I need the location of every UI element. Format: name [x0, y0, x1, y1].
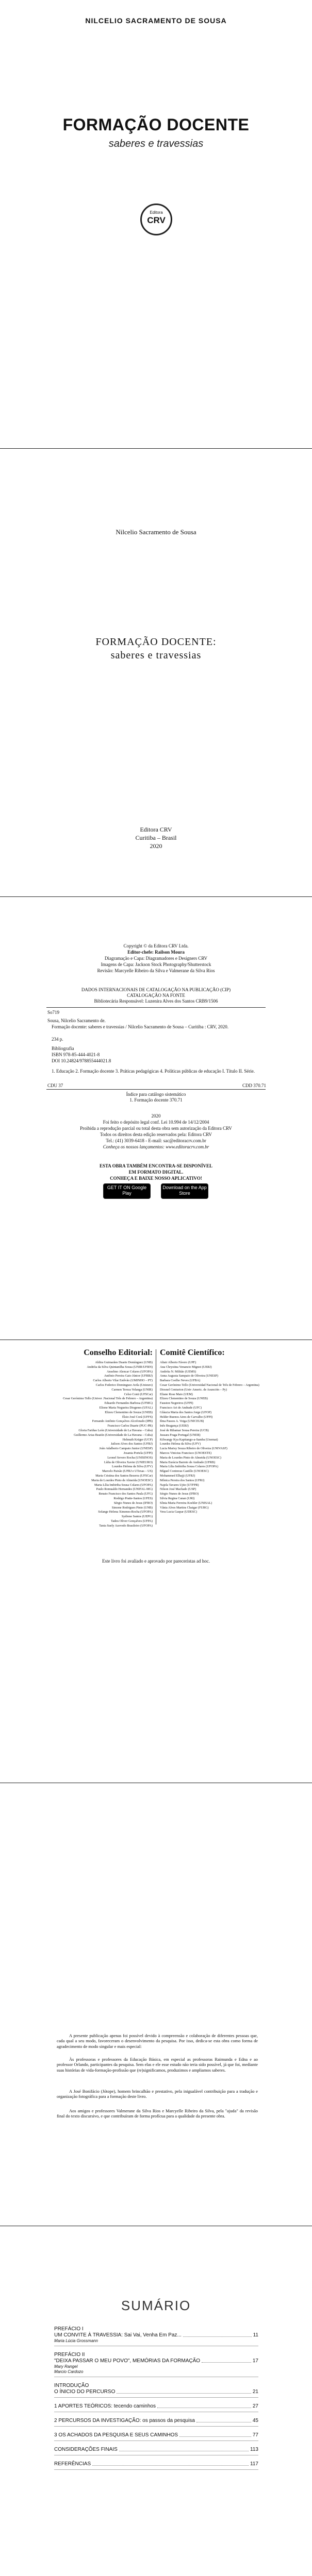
- toc-separator: [54, 2397, 258, 2398]
- toc-leader-dots: [179, 2432, 251, 2437]
- toc-entry-row: [54, 2461, 258, 2467]
- scientific-committee-member: Maria Eurácia Barreto de Andrade (UFRB): [160, 1460, 216, 1464]
- toc-entry-text: UM CONVITE À TRAVESSIA: Sai Vai, Venha Em Paz...: [54, 2332, 182, 2338]
- editorial-board-member: Elizeu Clementino de Souza (UNEB): [105, 1410, 153, 1414]
- toc-leader-dots: [202, 2358, 251, 2363]
- publisher-logo: [140, 204, 172, 235]
- toc-entry-row: [54, 2332, 258, 2338]
- editorial-board-member: Lourdes Helena da Silva (UFV): [111, 1465, 153, 1469]
- toc-entry-row: [54, 2447, 258, 2453]
- editorial-board-member: Élsio José Corá (UFFS): [122, 1415, 153, 1419]
- scientific-committee-member: Sônia Maria Ferreira Koehler (UNISAL): [160, 1501, 212, 1505]
- toc-entry-page: 45: [252, 2418, 258, 2424]
- toc-entry-text: CONSIDERAÇÕES FINAIS: [54, 2447, 118, 2452]
- scientific-committee-member: Inês Bragança (UERJ): [160, 1424, 189, 1428]
- toc-entry-row: [54, 2358, 258, 2364]
- editorial-board-list: [31, 1361, 153, 1528]
- scientific-committee-member: Barbara Coelho Neves (UFBA): [160, 1379, 201, 1383]
- copyright: Copyright © da Editora CRV Ltda.: [123, 943, 189, 948]
- scientific-committee-member: Vânia Alves Martins Chaigar (FURG): [160, 1505, 209, 1510]
- scientific-committee-member: Anna Augusta Sampaio de Oliveira (UNESP): [160, 1374, 218, 1378]
- scientific-committee-title: Comitê Científico:: [160, 1348, 225, 1357]
- legal-deposit: Foi feito o depósito legal conf. Lei 10.994 de 14/12/2004: [103, 1120, 209, 1125]
- cip-rule: [46, 1089, 266, 1090]
- summary-title: SUMÁRIO: [121, 2298, 191, 2313]
- editorial-board-member: João Adalberto Campato Junior (UNESP): [99, 1447, 153, 1451]
- scientific-committee-member: Altair Alberto Fávero (UPF): [160, 1361, 196, 1364]
- catalog-line: 1. Educação 2. Formação docente 3. Práticas pedagógicas 4. Políticas públicas de educação I. Título II. Série.: [52, 1069, 255, 1074]
- logo-text-top: Editora: [150, 210, 163, 215]
- scientific-committee-member: Jussara Fraga Portugal (UNEB): [160, 1433, 201, 1437]
- scientific-committee-member: Eliane Rose Maio (UEM): [160, 1392, 193, 1396]
- dedication-page: [0, 1785, 312, 2208]
- editorial-board-member: Renato Francisco dos Santos Paula (UFG): [98, 1492, 153, 1496]
- editorial-board-member: Lídia de Oliveira Xavier (UNIEURO): [104, 1460, 153, 1464]
- toc-leader-dots: [157, 2403, 251, 2408]
- editorial-board-member: Marcelo Paixão (UFRJ e UTexas – US): [102, 1469, 153, 1473]
- scientific-committee-member: Ilma Passos A. Veiga (UNICEUB): [160, 1419, 204, 1423]
- toc-entry-page: 17: [252, 2358, 258, 2364]
- scientific-committee-member: Helder Buenos Aires de Carvalho (UFPI): [160, 1415, 213, 1419]
- scientific-committee-member: Mohammed Elhajji (UFRJ): [160, 1473, 195, 1478]
- cip-rule: [46, 1007, 266, 1008]
- ebook-line-3: CONHEÇA E BAIXE NOSSO APLICATIVO!: [110, 1176, 202, 1181]
- editorial-board-member: Elione Maria Nogueira Diogenes (UFAL): [99, 1405, 153, 1410]
- dedication-paragraph: A presente publicação apenas foi possível devido à compreensão e colaboração de diferentes pessoas que, cada qual a seu modo, favoreceram o desenvolvimento da pesquisa. Por isso, dedica-se esta obra como forma de agradecimento de modo singular e mais especial:: [57, 2033, 258, 2049]
- toc-entry[interactable]: [54, 2403, 258, 2410]
- scientific-committee-member: Sérgio Nunes de Jesus (IFRO): [160, 1492, 199, 1496]
- scientific-committee-member: Marcos Vinicius Francisco (UNOESTE): [160, 1451, 212, 1455]
- editorial-board-member: Maria de Lourdes Pinto de Almeida (UNOESC): [91, 1478, 153, 1482]
- frontispiece-author: Nilcelio Sacramento de Sousa: [116, 528, 196, 536]
- cover-page: [0, 0, 312, 428]
- editorial-board-member: Tania Suely Azevedo Brasileiro (UFOPA): [99, 1523, 153, 1528]
- toc-leader-dots: [196, 2418, 251, 2422]
- website[interactable]: Conheça os nossos lançamentos: www.editoracrv.com.br: [103, 1144, 209, 1149]
- scientific-committee-member: Diosnel Centurion (Univ Americ. de Asunción – Py): [160, 1387, 227, 1392]
- toc-entry[interactable]: [54, 2447, 258, 2453]
- editorial-board-member: Eduardo Fernandes Barbosa (UFMG): [104, 1401, 153, 1405]
- cip-librarian: Bibliotecária Responsável: Luzenira Alves dos Santos CRB9/1506: [94, 998, 218, 1004]
- page-divider: [0, 896, 312, 897]
- toc-entry-page: 113: [250, 2447, 258, 2452]
- toc-entry-page: 117: [250, 2461, 258, 2467]
- toc-entry-page: 27: [252, 2403, 258, 2409]
- cip-subtitle: CATALOGAÇÃO NA FONTE: [127, 993, 185, 998]
- toc-separator: [54, 2469, 258, 2470]
- editorial-board-member: Carlos Alberto Vilar Estêvão (UMINHO – PT): [93, 1379, 153, 1383]
- editorial-board-member: Celso Conti (UFSCar): [124, 1392, 153, 1396]
- toc-entry[interactable]: [54, 2326, 258, 2344]
- design-credit: Diagramação e Capa: Diagramadores e Designers CRV: [104, 956, 208, 961]
- editorial-board-member: Paulo Romualdo Hernandes (UNIFAL-MG): [96, 1487, 153, 1492]
- frontispiece-year: 2020: [150, 842, 162, 850]
- toc-entry-page: 11: [253, 2332, 258, 2338]
- scientific-committee-member: Najela Tavares Ujiie (UTFPR): [160, 1483, 199, 1487]
- editorial-board-member: Leonel Severo Rocha (UNISINOS): [107, 1455, 153, 1460]
- toc-leader-dots: [183, 2332, 252, 2337]
- cip-title: DADOS INTERNACIONAIS DE CATALOGAÇÃO NA PUBLICAÇÃO (CIP): [81, 987, 231, 992]
- catalog-line: Formação docente: saberes e travessias / Nilcelio Sacramento de Sousa – Curitiba : CRV, 2020.: [52, 1024, 229, 1029]
- contact-info: Tel.: (41) 3039-6418 - E-mail: sac@editoracrv.com.br: [106, 1138, 206, 1143]
- catalog-line: DOI 10.24824/978855444021.8: [52, 1058, 111, 1063]
- toc-entry[interactable]: [54, 2352, 258, 2375]
- toc-entry-author: Mary Rangel: [54, 2364, 78, 2369]
- frontispiece-page: [0, 451, 312, 881]
- toc-leader-dots: [92, 2461, 249, 2466]
- reproduction-notice: Proibida a reprodução parcial ou total desta obra sem autorização da Editora CRV: [80, 1126, 232, 1131]
- editorial-board-member: Tadeu Oliver Gonçalves (UFPA): [111, 1519, 153, 1523]
- editorial-board-member: Guillermo Arias Beatón (Universidade de La Havana – Cuba): [74, 1433, 153, 1437]
- editorial-board-member: Josania Portela (UFPI): [123, 1451, 153, 1455]
- table-of-contents: [0, 2326, 312, 2576]
- rights-notice: Todos os direitos desta edição reservados pela: Editora CRV: [100, 1132, 212, 1137]
- toc-entry-row: [54, 2418, 258, 2424]
- toc-entry[interactable]: [54, 2461, 258, 2467]
- scientific-committee-member: Fauston Negreiros (UFPI): [160, 1401, 193, 1405]
- index-title: Índice para catálogo sistemático: [126, 1092, 186, 1097]
- index-entry: 1. Formação docente 370.71: [129, 1097, 183, 1103]
- scientific-committee-member: Gláucia Maria dos Santos Jorge (UFOP): [160, 1410, 212, 1414]
- cdd: CDD 370.71: [242, 1083, 267, 1088]
- scientific-committee-member: Cesar Gerónimo Tello (Universidad Nacional de Três de Febrero – Argentina): [160, 1383, 259, 1387]
- toc-entry-author: Marcio Cardozo: [54, 2369, 84, 2374]
- editorial-board-member: Maria Cristina dos Santos Bezerra (UFSCar): [95, 1473, 153, 1478]
- cover-author: NILCELIO SACRAMENTO DE SOUSA: [85, 16, 227, 25]
- scientific-committee-member: Nilson José Machado (USP): [160, 1487, 196, 1492]
- dedication-paragraph: A José Bonifácio (Jótope), homem brincalhão e prestativo, pela inigualável contribuição para a tradução e organização fotográfica para a formação deste livro.: [57, 2089, 258, 2099]
- scientific-committee-member: Míguel Contreras Castillo (UNOESC): [160, 1469, 209, 1473]
- catalog-line: Bibliografia: [52, 1046, 74, 1051]
- toc-entry-text: 2 PERCURSOS DA INVESTIGAÇÃO: os passos da pesquisa: [54, 2418, 195, 2424]
- editorial-board-member: Antônio Pereira Gaio Júnior (UFRRJ): [104, 1374, 153, 1378]
- editorial-board-member: Carmen Tereza Velanga (UNIR): [111, 1387, 153, 1392]
- editorial-board-member: Rodrigo Pratte-Santos (UFES): [113, 1496, 153, 1500]
- toc-entry-row: [54, 2432, 258, 2438]
- frontispiece-publisher: Editora CRV: [140, 826, 172, 833]
- frontispiece-city: Curitiba – Brasil: [135, 834, 177, 841]
- editorial-board-member: Aldira Guimarães Duarte Domínguez (UNB): [95, 1361, 153, 1364]
- editorial-board-member: Cesar Gerónimo Tello (Univer .Nacional Três de Febrero – Argentina): [63, 1397, 153, 1401]
- summary-page: [0, 2228, 312, 2576]
- editorial-board-member: Solange Helena Ximenes-Rocha (UFOPA): [98, 1510, 153, 1514]
- toc-entry-text: 3 OS ACHADOS DA PESQUISA E SEUS CAMINHOS: [54, 2432, 178, 2438]
- review-credit: Revisão: Marcyelle Ribeiro da Silva e Valmerane da Silva Rios: [97, 968, 215, 973]
- credits-year: 2020: [151, 1113, 161, 1118]
- toc-entry-page: 21: [252, 2389, 258, 2395]
- peer-review-note: Este livro foi avaliado e aprovado por pareceristas ad hoc.: [102, 1558, 210, 1564]
- toc-entry-text: "DEIXA PASSAR O MEU POVO", MEMÓRIAS DA FORMAÇÃO: [54, 2358, 201, 2364]
- cover-title: FORMAÇÃO DOCENTE: [62, 115, 250, 134]
- frontispiece-subtitle: saberes e travessias: [110, 650, 202, 661]
- google-play-badge[interactable]: GET IT ON Google Play: [103, 1183, 151, 1199]
- editorial-board-member: Simone Rodrigues Pinto (UNB): [111, 1505, 153, 1510]
- board-page: [0, 1342, 312, 1765]
- editorial-board-member: Carlos Federico Dominguez Avila (Unieuro): [95, 1383, 153, 1387]
- catalog-line: Sousa, Nilcelio Sacramento de.: [47, 1018, 106, 1023]
- cover-subtitle: saberes e travessias: [108, 138, 204, 149]
- scientific-committee-member: Silvia Regina Canan (URI): [160, 1496, 195, 1500]
- catalog-line: 234 p.: [52, 1037, 63, 1042]
- credits-page: [0, 899, 312, 1321]
- image-credit: Imagens de Capa: Jackson Stock Photography/Shutterstock: [101, 962, 211, 967]
- scientific-committee-member: Mônica Pereira dos Santos (UFRJ): [160, 1478, 205, 1482]
- toc-entry-label: INTRODUÇÃO: [54, 2383, 89, 2388]
- scientific-committee-member: Andréia N. Militão (UEMS): [160, 1369, 196, 1374]
- frontispiece-title: FORMAÇÃO DOCENTE:: [95, 636, 217, 648]
- toc-entry-label: PREFÁCIO I: [54, 2326, 84, 2332]
- scientific-committee-member: Elizeu Clementino de Souza (UNEB): [160, 1397, 208, 1401]
- dedication-paragraph: Aos amigos e professores Valmerane da Silva Rios e Marcyelle Ribeiro da Silva, pela "ajuda" da revisão final do texto discursivo, e que contribuíram de forma profícua para a qualidade da presente obra.: [57, 2109, 258, 2119]
- scientific-committee-member: Lucia Marisy Souza Ribeiro de Oliveira (UNIVASF): [160, 1447, 227, 1451]
- toc-entry-text: 1 APORTES TEÓRICOS: tecendo caminhos: [54, 2403, 156, 2409]
- toc-entry[interactable]: [54, 2383, 258, 2395]
- dedication-paragraph: Às professoras e professores da Educação Básica, em especial as professoras Raimunda e Edna e ao professor Orlando, participantes da pesquisa. Sem elas e ele esse estudo não teria sido possível, já que foi, mediante suas histórias de vida-formação-profissão que (re)significamos, produzimos e ampliamos saberes.: [57, 2057, 258, 2073]
- editorial-board-member: Maria Lília Imbiriba Sousa Colares (UFOPA): [94, 1483, 153, 1487]
- editorial-board-member: Andréia da Silva Quintanilha Sousa (UNIR/UFRN): [87, 1365, 153, 1369]
- scientific-committee-member: Ana Chrystina Venancio Mignot (UERJ): [160, 1365, 212, 1369]
- toc-leader-dots: [119, 2447, 249, 2451]
- scientific-committee-member: José de Ribamar Sousa Pereira (UCB): [160, 1428, 209, 1432]
- scientific-committee-member: Francisco Ari de Andrade (UFC): [160, 1405, 202, 1410]
- app-store-badge[interactable]: Download on the App Store: [161, 1183, 208, 1199]
- toc-entry-label: PREFÁCIO II: [54, 2352, 85, 2358]
- editorial-board-member: Helmuth Krüger (UCP): [122, 1437, 153, 1442]
- editorial-board-member: Fernando Antônio Gonçalves Alcoforado (IPB): [92, 1419, 153, 1423]
- toc-entry-text: O ÍNICIO DO PERCURSO: [54, 2389, 116, 2395]
- toc-leader-dots: [117, 2389, 251, 2394]
- editorial-board-member: Jailson Alves dos Santos (UFRJ): [110, 1442, 153, 1446]
- toc-entry-text: REFERÊNCIAS: [54, 2461, 91, 2467]
- scientific-committee-member: Maria Lília Imbiriba Sousa Colares (UFOPA): [160, 1465, 219, 1469]
- toc-separator: [54, 2426, 258, 2427]
- logo-text-main: CRV: [147, 215, 166, 225]
- scientific-committee-member: Lourdes Helena da Silva (UFV): [160, 1442, 201, 1446]
- editorial-board-member: Sérgio Nunes de Jesus (IFRO): [113, 1501, 153, 1505]
- editorial-board-member: Francisco Carlos Duarte (PUC-PR): [107, 1424, 153, 1428]
- catalog-line: ISBN 978-85-444-4021-8: [52, 1052, 100, 1057]
- toc-entry-row: [54, 2403, 258, 2410]
- scientific-committee-member: Vera Lucia Gaspar (UDESC): [160, 1510, 197, 1514]
- editor: Editor-chefe: Railson Moura: [127, 950, 185, 955]
- editorial-board-member: Gloria Fariñas León (Universidade de La Havana – Cuba): [78, 1428, 153, 1432]
- editorial-board-member: Sydione Santos (UEPG): [121, 1515, 153, 1519]
- toc-entry-row: [54, 2389, 258, 2395]
- editorial-board-member: Anselmo Alencar Colares (UFOPA): [107, 1369, 153, 1374]
- scientific-committee-list: [160, 1361, 284, 1515]
- cdu: CDU 37: [47, 1083, 63, 1088]
- editorial-board-title: Conselho Editorial:: [84, 1348, 153, 1357]
- toc-entry-page: 77: [252, 2432, 258, 2438]
- scientific-committee-member: Maria de Lourdes Pinto de Almeida (UNOESC): [160, 1455, 221, 1460]
- cip-code: So719: [47, 1010, 60, 1015]
- scientific-committee-member: Kilwangy Kya Kapitango-a-Samba (Unemat): [160, 1437, 218, 1442]
- toc-entry-author: Maria Lúcia Grossmann: [54, 2338, 98, 2343]
- page-divider: [0, 448, 312, 449]
- ebook-line-1: ESTA OBRA TAMBÉM ENCONTRA-SE DISPONÍVEL: [99, 1163, 213, 1168]
- toc-entry[interactable]: [54, 2432, 258, 2438]
- toc-entry[interactable]: [54, 2418, 258, 2424]
- ebook-line-2: EM FORMATO DIGITAL.: [128, 1170, 184, 1175]
